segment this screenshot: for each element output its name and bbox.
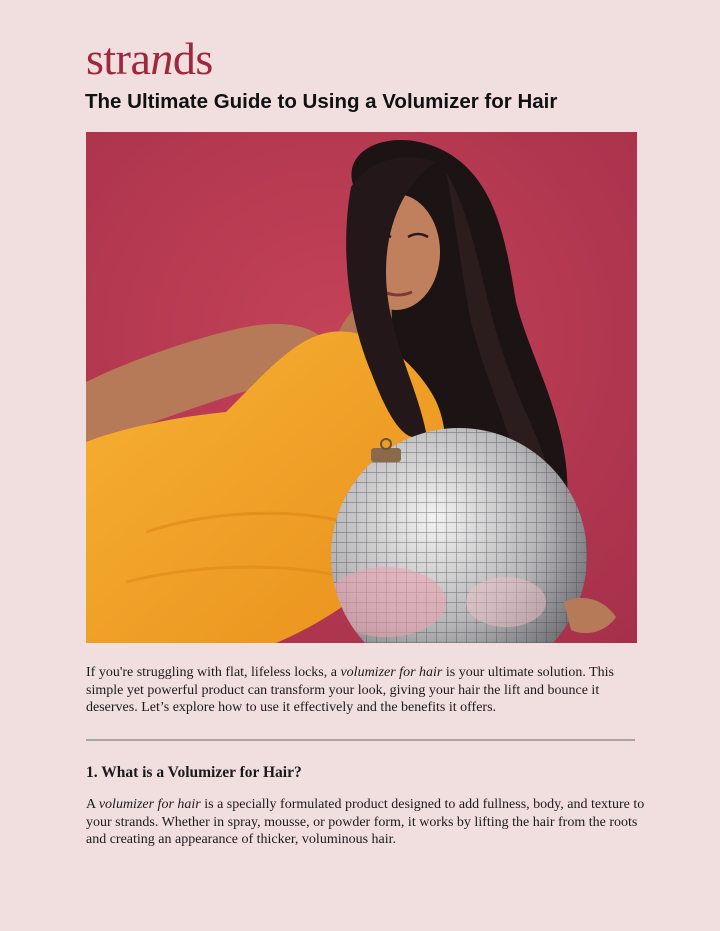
strands-logo[interactable]: strands <box>86 33 213 84</box>
hero-image <box>86 132 637 643</box>
woman-with-disco-ball-illustration <box>86 132 637 643</box>
section-heading: 1. What is a Volumizer for Hair? <box>86 764 302 781</box>
keyword-emphasis: volumizer for hair <box>340 665 443 680</box>
intro-paragraph: If you're struggling with flat, lifeless locks, a volumizer for hair is your ultimate solution. This simple yet powerful product can transform your look, giving your hair the lift and bounce it deserves. Let’s explore how to use it effectively and the benefits it offers. <box>86 665 614 715</box>
section-paragraph: A volumizer for hair is a specially formulated product designed to add fullness, body, and texture to your strands. Whether in spray, mousse, or powder form, it works by lifting the hair from the roots and creating an appearance of thicker, voluminous hair. <box>86 797 645 847</box>
section-divider <box>86 739 635 741</box>
keyword-emphasis: volumizer for hair <box>98 797 201 812</box>
article-title: The Ultimate Guide to Using a Volumizer for Hair <box>85 90 558 113</box>
